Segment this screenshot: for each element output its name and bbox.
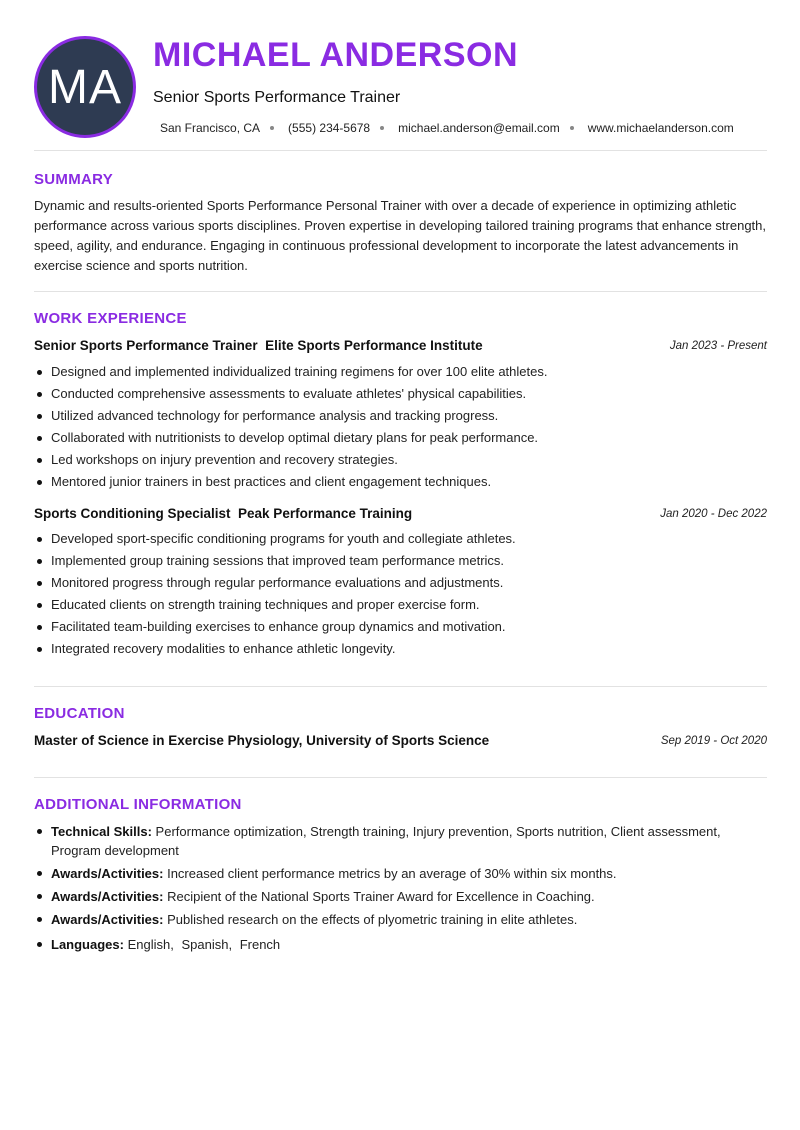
contact-phone[interactable]: (555) 234-5678 [288,121,371,135]
job-title: Senior Sports Performance Trainer [153,89,401,106]
list-item: Implemented group training sessions that improved team performance metrics. [34,550,767,572]
job-role: Senior Sports Performance Trainer [34,338,258,353]
summary-text: Dynamic and results-oriented Sports Performance Personal Trainer with over a decade of experience in optimizing athletic performance across various sports disciplines. Proven expertise in developing tailored training programs that enhance strength, speed, agility, and endurance. Engaging in continuous professional development to incorporate the latest advancements in exercise science and sports nutrition. [34,198,766,273]
list-item: Led workshops on injury prevention and recovery strategies. [34,449,767,471]
list-item [34,887,767,906]
job-header [34,338,767,356]
job-company: Elite Sports Performance Institute [265,338,483,353]
additional-info-list [34,822,767,958]
work-experience-heading: WORK EXPERIENCE [34,310,187,327]
avatar-initials: MA [48,60,122,114]
education-heading: EDUCATION [34,705,125,722]
item-text: Performance optimization, Strength training, Injury prevention, Sports nutrition, Client assessment, Program development [51,824,721,858]
contact-email[interactable]: michael.anderson@email.com [398,121,560,135]
list-item: Designed and implemented individualized training regimens for over 100 elite athletes. [34,361,767,383]
language: English, [127,937,174,952]
job-header [34,506,767,524]
summary-heading: SUMMARY [34,171,114,188]
list-item [34,864,767,883]
list-item: Educated clients on strength training techniques and proper exercise form. [34,594,767,616]
section-divider [34,150,767,151]
languages-item [34,935,767,954]
list-item: Conducted comprehensive assessments to evaluate athletes' physical capabilities. [34,383,767,405]
list-item [34,822,767,860]
language: Spanish, [181,937,233,952]
contact-bar [160,121,734,135]
list-item: Facilitated team-building exercises to enhance group dynamics and motivation. [34,616,767,638]
list-item: Integrated recovery modalities to enhance athletic longevity. [34,638,767,660]
item-text: Increased client performance metrics by an average of 30% within six months. [167,866,617,881]
item-text: Published research on the effects of plyometric training in elite athletes. [167,912,578,927]
job-bullets [34,361,767,493]
job-dates: Jan 2020 - Dec 2022 [660,508,767,520]
list-item: Utilized advanced technology for performance analysis and tracking progress. [34,405,767,427]
candidate-name: MICHAEL ANDERSON [153,36,519,74]
separator-dot [380,126,384,130]
education-degree: Master of Science in Exercise Physiology, University of Sports Science [34,733,490,748]
section-divider [34,777,767,778]
language: French [239,937,281,952]
list-item: Developed sport-specific conditioning programs for youth and collegiate athletes. [34,528,767,550]
job-heading [34,338,483,353]
item-label: Technical Skills: [51,824,152,839]
education-row [34,733,767,751]
additional-info-heading: ADDITIONAL INFORMATION [34,796,242,813]
item-label: Awards/Activities: [51,889,164,904]
list-item: Monitored progress through regular performance evaluations and adjustments. [34,572,767,594]
item-label: Awards/Activities: [51,866,164,881]
list-item [34,910,767,929]
contact-website[interactable]: www.michaelanderson.com [587,121,734,135]
job-company: Peak Performance Training [238,506,413,521]
separator-dot [270,126,274,130]
education-dates: Sep 2019 - Oct 2020 [660,735,767,747]
contact-location: San Francisco, CA [160,121,261,135]
list-item: Mentored junior trainers in best practices and client engagement techniques. [34,471,767,493]
item-text: Recipient of the National Sports Trainer Award for Excellence in Coaching. [167,889,595,904]
separator-dot [570,126,574,130]
job-role: Sports Conditioning Specialist [34,506,231,521]
section-divider [34,686,767,687]
languages-label: Languages: [51,937,124,952]
item-label: Awards/Activities: [51,912,164,927]
job-bullets [34,528,767,660]
list-item: Collaborated with nutritionists to develop optimal dietary plans for peak performance. [34,427,767,449]
job-heading [34,506,412,521]
job-dates: Jan 2023 - Present [669,340,767,352]
section-divider [34,291,767,292]
avatar [34,36,136,138]
